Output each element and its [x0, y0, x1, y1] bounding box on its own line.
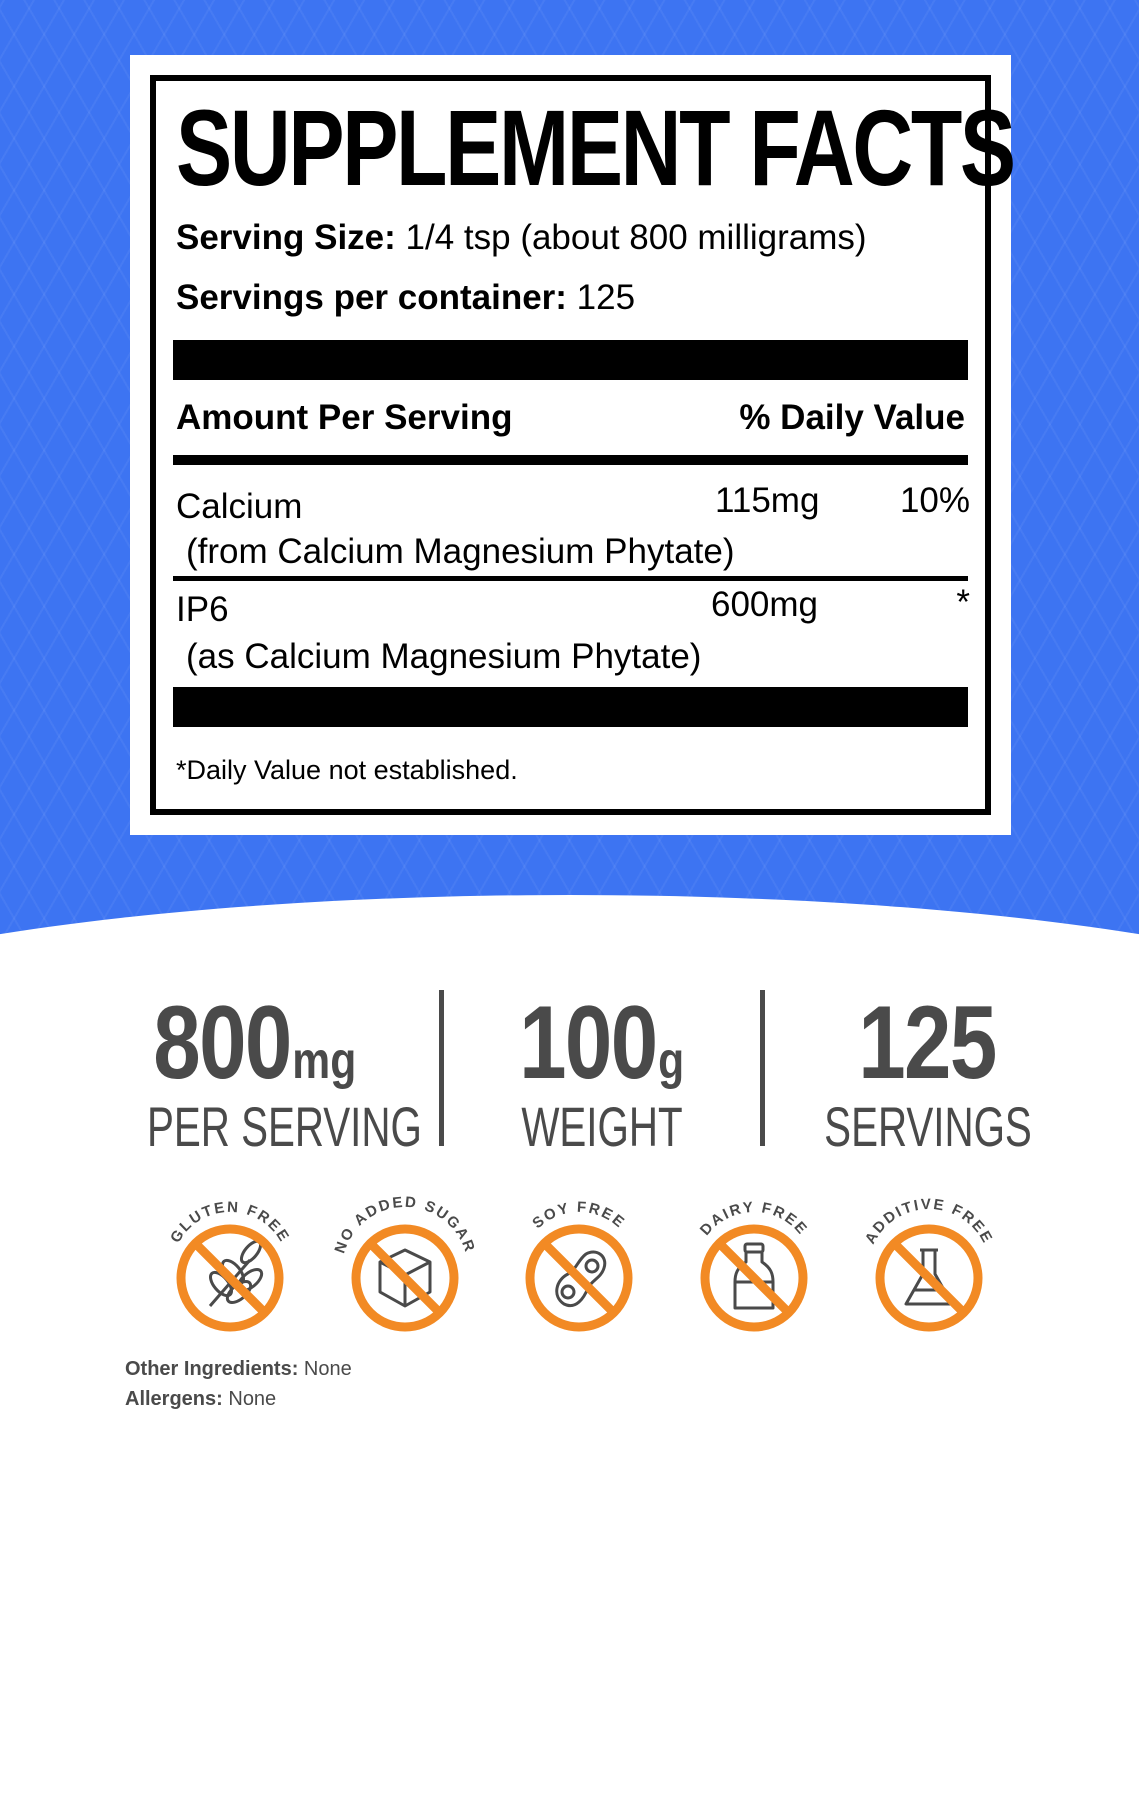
serving-size-label: Serving Size: [176, 218, 396, 257]
badge-label: ADDITIVE FREE [861, 1195, 997, 1248]
nutrient-daily-value: * [956, 583, 970, 622]
additive-free-badge [854, 1188, 1004, 1333]
badge-label: GLUTEN FREE [167, 1198, 294, 1246]
badge-label: DAIRY FREE [696, 1198, 812, 1239]
stat-divider [760, 990, 765, 1146]
nutrient-amount: 600mg [711, 585, 819, 624]
stat-label: SERVINGS [824, 1095, 1032, 1158]
stat-unit: mg [292, 1032, 357, 1090]
svg-text:GLUTEN FREE [167, 1199, 293, 1246]
badge-label: NO ADDED SUGAR [331, 1193, 479, 1256]
soy-free-badge [504, 1188, 654, 1333]
amount-per-serving-header: Amount Per Serving [176, 398, 513, 437]
wheat-icon [155, 1188, 305, 1333]
nutrient-amount: 115mg [715, 481, 820, 520]
row-divider [173, 576, 968, 581]
serving-size-value: 1/4 tsp (about 800 milligrams) [395, 218, 867, 257]
thick-divider-top [173, 340, 968, 380]
flask-icon [854, 1188, 1004, 1333]
allergens-label: Allergens: [125, 1388, 223, 1410]
milk-bottle-icon [679, 1188, 829, 1333]
badge-label: SOY FREE [529, 1198, 629, 1233]
stat-value: 800 [153, 985, 291, 1101]
nutrient-source: (as Calcium Magnesium Phytate) [186, 637, 702, 676]
nutrient-daily-value: 10% [899, 481, 970, 520]
dairy-free-badge [679, 1188, 829, 1333]
nutrient-name: Calcium [176, 487, 303, 526]
sugar-cube-icon [330, 1188, 480, 1333]
gluten-free-badge [155, 1188, 305, 1333]
servings-per-container-label: Servings per container: [176, 278, 567, 317]
thick-divider-bottom [173, 687, 968, 727]
svg-text:ADDITIVE FREE [862, 1196, 997, 1247]
servings-per-container-value: 125 [566, 278, 636, 317]
header-divider [173, 455, 968, 465]
nutrient-name: IP6 [176, 590, 229, 629]
other-ingredients [125, 1358, 352, 1381]
stat-weight [452, 985, 752, 1160]
stat-label: PER SERVING [147, 1095, 422, 1158]
facts-title: SUPPLEMENT FACTS [176, 87, 1014, 208]
stat-servings [778, 985, 1078, 1160]
stat-divider [439, 990, 444, 1146]
footnote: *Daily Value not established. [176, 755, 518, 785]
no-added-sugar-badge [330, 1188, 480, 1333]
allergens-value: None [222, 1388, 277, 1410]
other-ingredients-value: None [298, 1358, 352, 1380]
stat-label: WEIGHT [521, 1095, 683, 1158]
soybean-icon [504, 1188, 654, 1333]
daily-value-header: % Daily Value [739, 398, 965, 437]
other-ingredients-label: Other Ingredients: [125, 1358, 299, 1380]
stat-per-serving [105, 985, 422, 1160]
servings-per-container [176, 278, 635, 318]
serving-size [176, 218, 867, 258]
stat-unit: g [658, 1032, 685, 1090]
supplement-facts-panel [130, 55, 1014, 835]
allergens [125, 1388, 276, 1411]
stat-value: 100 [519, 985, 657, 1101]
nutrient-source: (from Calcium Magnesium Phytate) [186, 532, 735, 571]
stat-value: 125 [858, 985, 996, 1101]
